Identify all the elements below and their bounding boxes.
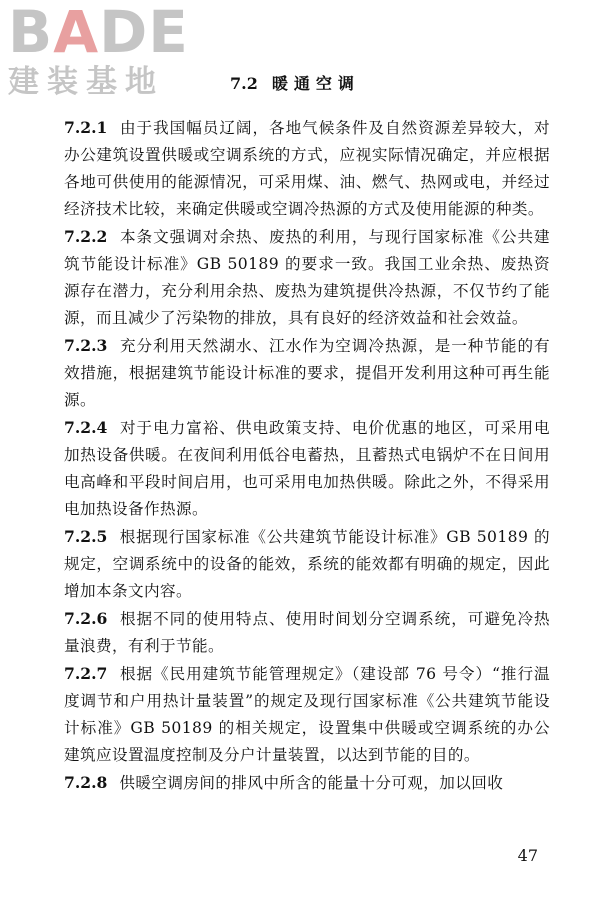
clause-text: 供暖空调房间的排风中所含的能量十分可观，加以回收 (119, 774, 504, 792)
clause-text: 由于我国幅员辽阔，各地气候条件及自然资源差异较大，对办公建筑设置供暖或空调系统的方式，应视实际情况确定，并应根据各地可供使用的能源情况，可采用煤、油、燃气、热网或电，并经过经济技术比较，来确定供暖或空调冷热源的方式及使用能源的种类。 (64, 119, 550, 218)
page-number: 47 (517, 846, 538, 865)
clause-number: 7.2.5 (64, 527, 108, 546)
clause-7-2-7 (64, 660, 550, 769)
section-title: 暖通空调 (271, 74, 360, 93)
clause-number: 7.2.7 (64, 664, 108, 683)
logo-wordmark: BADE (8, 0, 189, 66)
clause-text: 根据《民用建筑节能管理规定》（建设部 76 号令）“推行温度调节和户用热计量装置”的规定及现行国家标准《公共建筑节能设计标准》GB 50189 的相关规定，设置集中供暖或空调系统的办公建筑应设置温度控制及分户计量装置，以达到节能的目的。 (64, 665, 550, 764)
clause-7-2-3 (64, 332, 550, 414)
clause-number: 7.2.3 (64, 336, 108, 355)
clause-7-2-2 (64, 223, 550, 332)
clause-list (64, 114, 550, 797)
clause-7-2-8 (64, 769, 550, 797)
clause-7-2-4 (64, 414, 550, 523)
clause-text: 本条文强调对余热、废热的利用，与现行国家标准《公共建筑节能设计标准》GB 50189 的要求一致。我国工业余热、废热资源存在潜力，充分利用余热、废热为建筑提供冷热源，不仅节约了能源，而且减少了污染物的排放，具有良好的经济效益和社会效益。 (64, 228, 550, 327)
clause-number: 7.2.4 (64, 418, 108, 437)
clause-text: 对于电力富裕、供电政策支持、电价优惠的地区，可采用电加热设备供暖。在夜间利用低谷电蓄热，且蓄热式电锅炉不在日间用电高峰和平段时间启用，也可采用电加热供暖。除此之外，不得采用电加热设备作热源。 (64, 419, 550, 518)
section-number: 7.2 (230, 74, 258, 93)
bade-logo (8, 0, 189, 100)
clause-number: 7.2.6 (64, 609, 108, 628)
section-heading (230, 73, 360, 95)
clause-text: 根据现行国家标准《公共建筑节能设计标准》GB 50189 的规定，空调系统中的设备的能效，系统的能效都有明确的规定，因此增加本条文内容。 (64, 528, 550, 600)
clause-7-2-6 (64, 605, 550, 660)
clause-text: 根据不同的使用特点、使用时间划分空调系统，可避免冷热量浪费，有利于节能。 (64, 610, 550, 655)
clause-7-2-1 (64, 114, 550, 223)
logo-chinese-text: 建装基地 (8, 64, 164, 100)
clause-number: 7.2.2 (64, 227, 108, 246)
clause-text: 充分利用天然湖水、江水作为空调冷热源，是一种节能的有效措施，根据建筑节能设计标准的要求，提倡开发利用这种可再生能源。 (64, 337, 550, 409)
clause-7-2-5 (64, 523, 550, 605)
clause-number: 7.2.1 (64, 118, 108, 137)
clause-number: 7.2.8 (64, 773, 108, 792)
